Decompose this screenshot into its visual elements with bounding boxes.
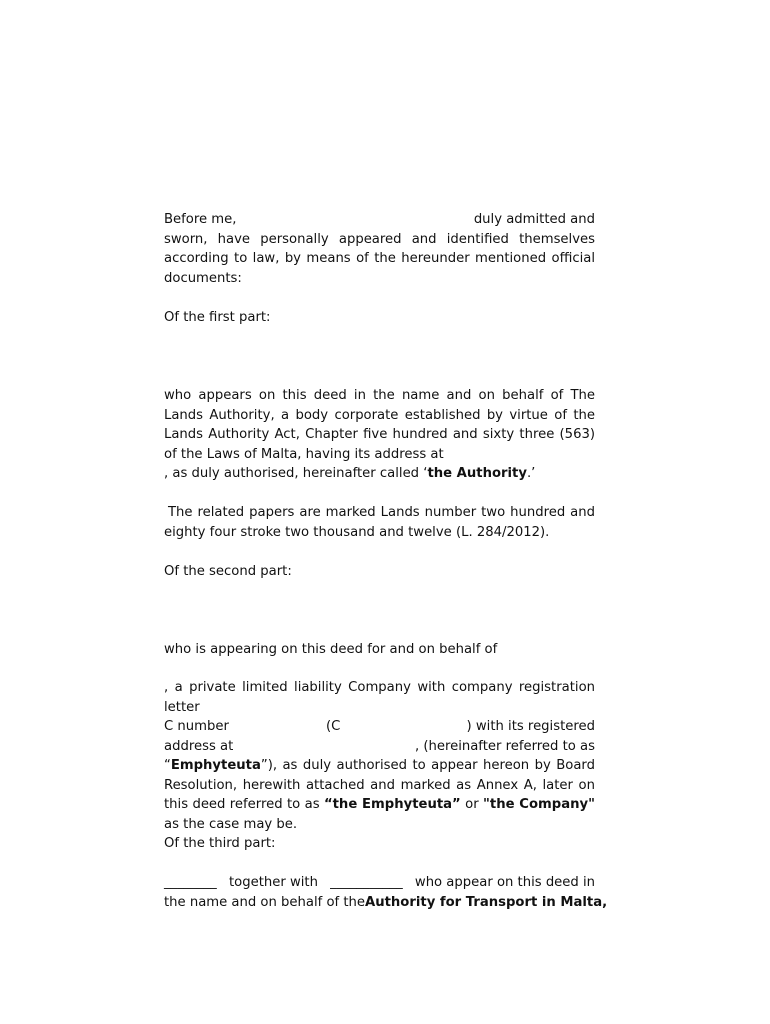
authority-closing-quote: .’ — [526, 466, 536, 481]
first-part-appears-text: who appears on this deed in the name and on behalf of The Lands Authority, a body corporate established by virtue of the Lands Authority Act, Chapter five hundred and sixty three (563) of the Laws of Malta, having its address at — [164, 388, 595, 462]
before-me-text: Before me, — [164, 212, 237, 227]
duly-admitted-text: duly admitted and — [473, 212, 595, 227]
c-number-label: C number — [164, 719, 229, 734]
hereinafter-text: , (hereinafter referred to as — [414, 738, 595, 754]
intro-first-line — [164, 210, 595, 230]
blank-2: ___________ — [330, 875, 403, 890]
who-appear-text: who appear on this deed in — [414, 875, 595, 890]
case-text: as the case may be. — [164, 816, 298, 832]
company-line: , a private limited liability Company with company registration letter — [164, 680, 595, 715]
authorised-board-text: ”), as duly authorised to appear hereon by Board Resolution, herewith attached and marked as Annex A, later on this deed referred to as — [164, 758, 595, 812]
intro-text: sworn, have personally appeared and identified themselves according to law, by means of the hereunder mentioned official documents: — [164, 231, 595, 286]
intro-paragraph — [164, 210, 595, 288]
related-papers-paragraph: The related papers are marked Lands number two hundred and eighty four stroke two thousand and twelve (L. 284/2012). — [164, 505, 595, 540]
registered-text: ) with its registered — [466, 719, 595, 734]
blank-1: ________ — [164, 875, 217, 890]
first-part-heading: Of the first part: — [164, 310, 271, 325]
third-part-behalf-text: the name and on behalf of the — [164, 894, 366, 910]
second-part-heading: Of the second part: — [164, 564, 292, 579]
together-with-text: together with — [228, 875, 318, 890]
emphyteuta-definition-text — [164, 756, 595, 834]
the-authority-term: the Authority — [427, 466, 527, 481]
third-part-second-line — [164, 893, 608, 913]
quote-open: “ — [164, 758, 171, 773]
emphyteuta-term: Emphyteuta — [170, 758, 261, 773]
second-part-appearing-text: who is appearing on this deed for and on behalf of — [164, 642, 498, 657]
third-part-heading: Of the third part: — [164, 836, 276, 851]
or-text: or — [465, 797, 479, 812]
first-part-paragraph — [164, 386, 595, 484]
atm-term: Authority for Transport in Malta, — [365, 894, 608, 910]
third-part-paragraph — [164, 873, 608, 912]
c-number-line — [164, 717, 595, 737]
the-emphyteuta-term: “the Emphyteuta” — [323, 797, 461, 812]
address-line — [164, 737, 595, 757]
authority-definition-line — [164, 464, 595, 484]
authorised-text: , as duly authorised, hereinafter called ‘ — [164, 466, 428, 481]
the-company-term: "the Company" — [483, 797, 595, 812]
c-number-paren: (C — [326, 719, 341, 734]
company-paragraph — [164, 678, 595, 834]
address-at-label: address at — [164, 738, 234, 754]
third-part-first-line — [164, 873, 595, 893]
